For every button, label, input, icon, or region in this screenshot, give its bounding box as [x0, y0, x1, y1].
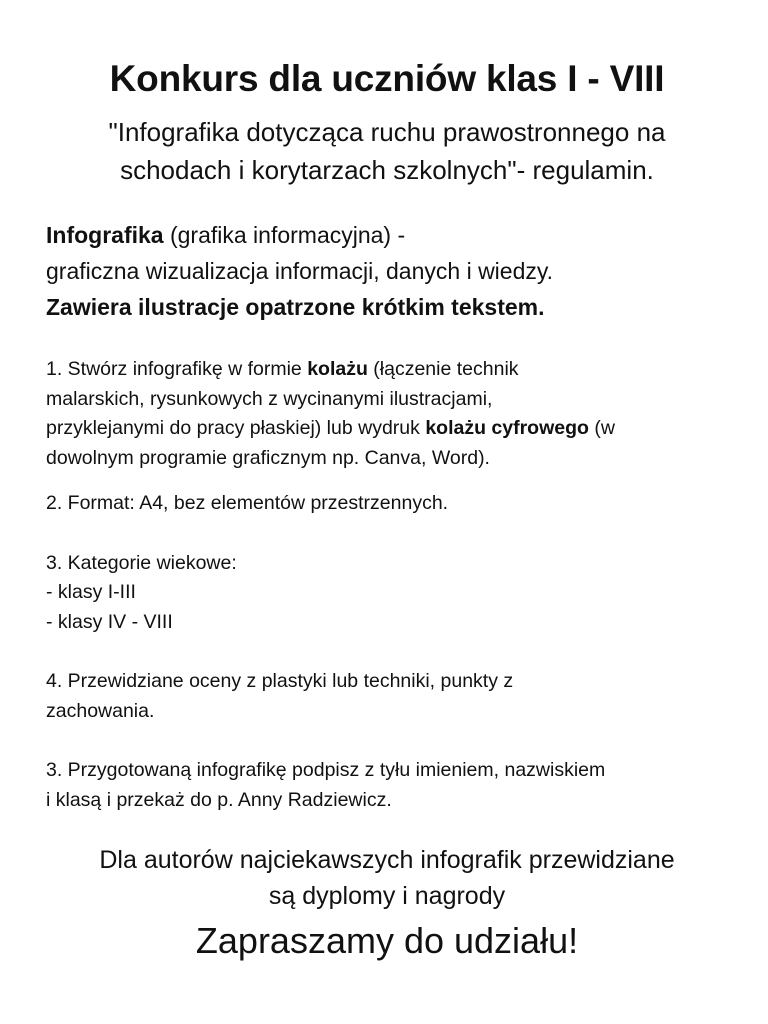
- page-subtitle: [46, 113, 728, 189]
- rule-1-line-3: [46, 414, 728, 444]
- rule-3-line-3: - klasy IV - VIII: [46, 610, 173, 633]
- rule-5-line-2: i klasą i przekaż do p. Anny Radziewicz.: [46, 788, 392, 811]
- rule-keyword: kolażu cyfrowego: [425, 417, 589, 439]
- rule-4: [46, 667, 728, 726]
- closing-line-2: są dyplomy i nagrody: [268, 882, 506, 910]
- rule-1-line-2: malarskich, rysunkowych z wycinanymi ilustracjami,: [46, 387, 493, 410]
- definition-keyword: wizualizacja: [145, 258, 269, 284]
- rule-2: 2. Format: A4, bez elementów przestrzennych.: [46, 492, 449, 514]
- rules-list: [46, 355, 728, 815]
- rule-1-line-4: dowolnym programie graficznym np. Canva, Word).: [46, 446, 490, 469]
- definition-summary: Zawiera ilustracje opatrzone krótkim tekstem.: [46, 294, 545, 320]
- definition-term-note: (grafika informacyjna) -: [163, 222, 406, 248]
- definition-line-1: [46, 217, 728, 253]
- rule-text: 1. Stwórz infografikę w formie: [46, 358, 308, 380]
- closing-line-1: Dla autorów najciekawszych infografik przewidziane: [99, 846, 675, 874]
- invitation-text: Zapraszamy do udziału!: [195, 920, 579, 961]
- subtitle-line-2: schodach i korytarzach szkolnych"- regulamin.: [120, 155, 654, 185]
- rule-keyword: kolażu: [307, 358, 368, 380]
- rule-3-line-2: - klasy I-III: [46, 581, 136, 603]
- rule-text: (w: [588, 417, 615, 439]
- rule-5: [46, 756, 728, 815]
- rule-1-line-1: [46, 355, 728, 385]
- rule-4-line-1: 4. Przewidziane oceny z plastyki lub techniki, punkty z: [46, 670, 514, 692]
- rule-4-line-2: zachowania.: [46, 699, 155, 722]
- definition-text: informacji, danych i wiedzy.: [268, 258, 554, 284]
- subtitle-line-1: "Infografika dotycząca ruchu prawostronnego na: [108, 117, 666, 147]
- rule-5-line-1: 3. Przygotowaną infografikę podpisz z tyłu imieniem, nazwiskiem: [46, 759, 606, 781]
- definition-text: graficzna: [46, 258, 146, 284]
- rule-3: [46, 549, 728, 638]
- definition-line-2: [46, 253, 728, 289]
- rule-1: [46, 355, 728, 473]
- rule-3-line-1: 3. Kategorie wiekowe:: [46, 551, 237, 574]
- rule-text: (łączenie technik: [367, 358, 519, 380]
- rule-text: przyklejanymi do pracy płaskiej) lub wydruk: [46, 417, 426, 439]
- page-title: Konkurs dla uczniów klas I - VIII: [109, 58, 665, 99]
- definition-term: Infografika: [46, 222, 164, 248]
- definition-block: [46, 217, 728, 325]
- closing-note: [46, 842, 728, 914]
- definition-line-3: [46, 289, 728, 325]
